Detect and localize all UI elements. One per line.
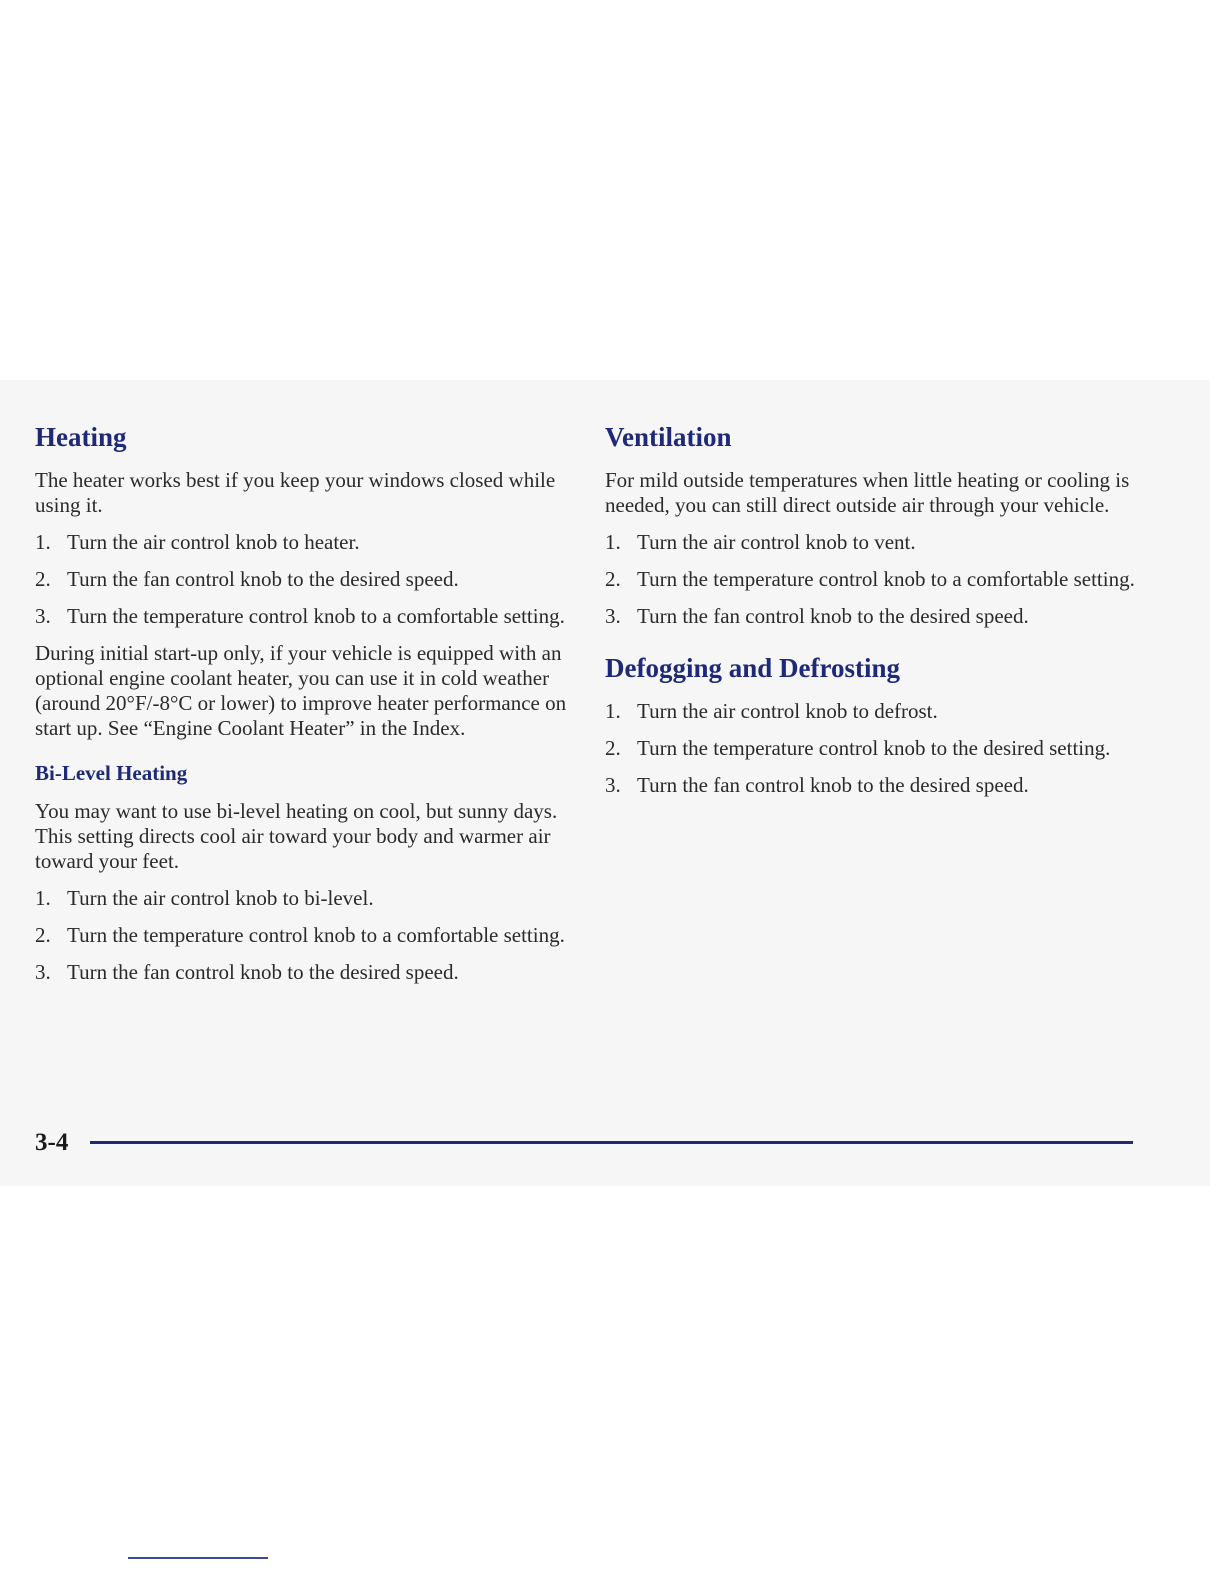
defogging-heading: Defogging and Defrosting xyxy=(605,653,901,683)
left-column xyxy=(35,420,570,997)
footer-rule xyxy=(90,1141,1133,1144)
list-item xyxy=(35,604,570,629)
step-number: 2. xyxy=(605,567,621,591)
step-number: 3. xyxy=(605,773,621,797)
bilevel-steps xyxy=(35,886,570,985)
heating-intro: The heater works best if you keep your windows closed while using it. xyxy=(35,468,556,517)
coolant-heater-note: During initial start-up only, if your vehicle is equipped with an optional engine coolant heater, you can use it in cold weather (around 20°F/-8°C or lower) to improve heater performance on start up. See “Engine Coolant Heater” in the Index. xyxy=(35,641,567,740)
list-item xyxy=(605,699,1150,724)
list-item xyxy=(605,530,1150,555)
heating-steps xyxy=(35,530,570,629)
ventilation-intro: For mild outside temperatures when little heating or cooling is needed, you can still direct outside air through your vehicle. xyxy=(605,468,1130,517)
step-text: Turn the fan control knob to the desired speed. xyxy=(67,960,459,984)
list-item xyxy=(605,567,1150,592)
right-column xyxy=(605,420,1150,810)
bilevel-heading: Bi-Level Heating xyxy=(35,761,188,785)
bottom-divider xyxy=(128,1557,268,1559)
step-number: 1. xyxy=(605,530,621,554)
step-text: Turn the temperature control knob to the desired setting. xyxy=(637,736,1111,760)
list-item xyxy=(605,736,1150,761)
list-item xyxy=(35,567,570,592)
defogging-steps xyxy=(605,699,1150,798)
page-footer xyxy=(35,1126,1135,1160)
step-number: 3. xyxy=(35,960,51,984)
list-item xyxy=(35,530,570,555)
bilevel-intro: You may want to use bi-level heating on cool, but sunny days. This setting directs cool air toward your body and warmer air toward your feet. xyxy=(35,799,558,873)
step-number: 3. xyxy=(605,604,621,628)
list-item xyxy=(35,923,570,948)
step-number: 1. xyxy=(35,530,51,554)
list-item xyxy=(605,604,1150,629)
heating-heading: Heating xyxy=(35,422,127,452)
step-text: Turn the air control knob to heater. xyxy=(67,530,360,554)
list-item xyxy=(605,773,1150,798)
ventilation-steps xyxy=(605,530,1150,629)
step-text: Turn the air control knob to defrost. xyxy=(637,699,938,723)
step-number: 1. xyxy=(605,699,621,723)
step-number: 2. xyxy=(35,567,51,591)
ventilation-heading: Ventilation xyxy=(605,422,732,452)
step-text: Turn the air control knob to bi-level. xyxy=(67,886,374,910)
step-text: Turn the temperature control knob to a comfortable setting. xyxy=(67,923,565,947)
step-number: 3. xyxy=(35,604,51,628)
step-text: Turn the fan control knob to the desired speed. xyxy=(637,773,1029,797)
step-text: Turn the fan control knob to the desired speed. xyxy=(637,604,1029,628)
list-item xyxy=(35,886,570,911)
list-item xyxy=(35,960,570,985)
step-number: 2. xyxy=(35,923,51,947)
step-text: Turn the air control knob to vent. xyxy=(637,530,916,554)
step-text: Turn the temperature control knob to a comfortable setting. xyxy=(637,567,1135,591)
step-text: Turn the temperature control knob to a comfortable setting. xyxy=(67,604,565,628)
step-number: 2. xyxy=(605,736,621,760)
step-text: Turn the fan control knob to the desired speed. xyxy=(67,567,459,591)
step-number: 1. xyxy=(35,886,51,910)
page-number: 3-4 xyxy=(35,1129,69,1156)
